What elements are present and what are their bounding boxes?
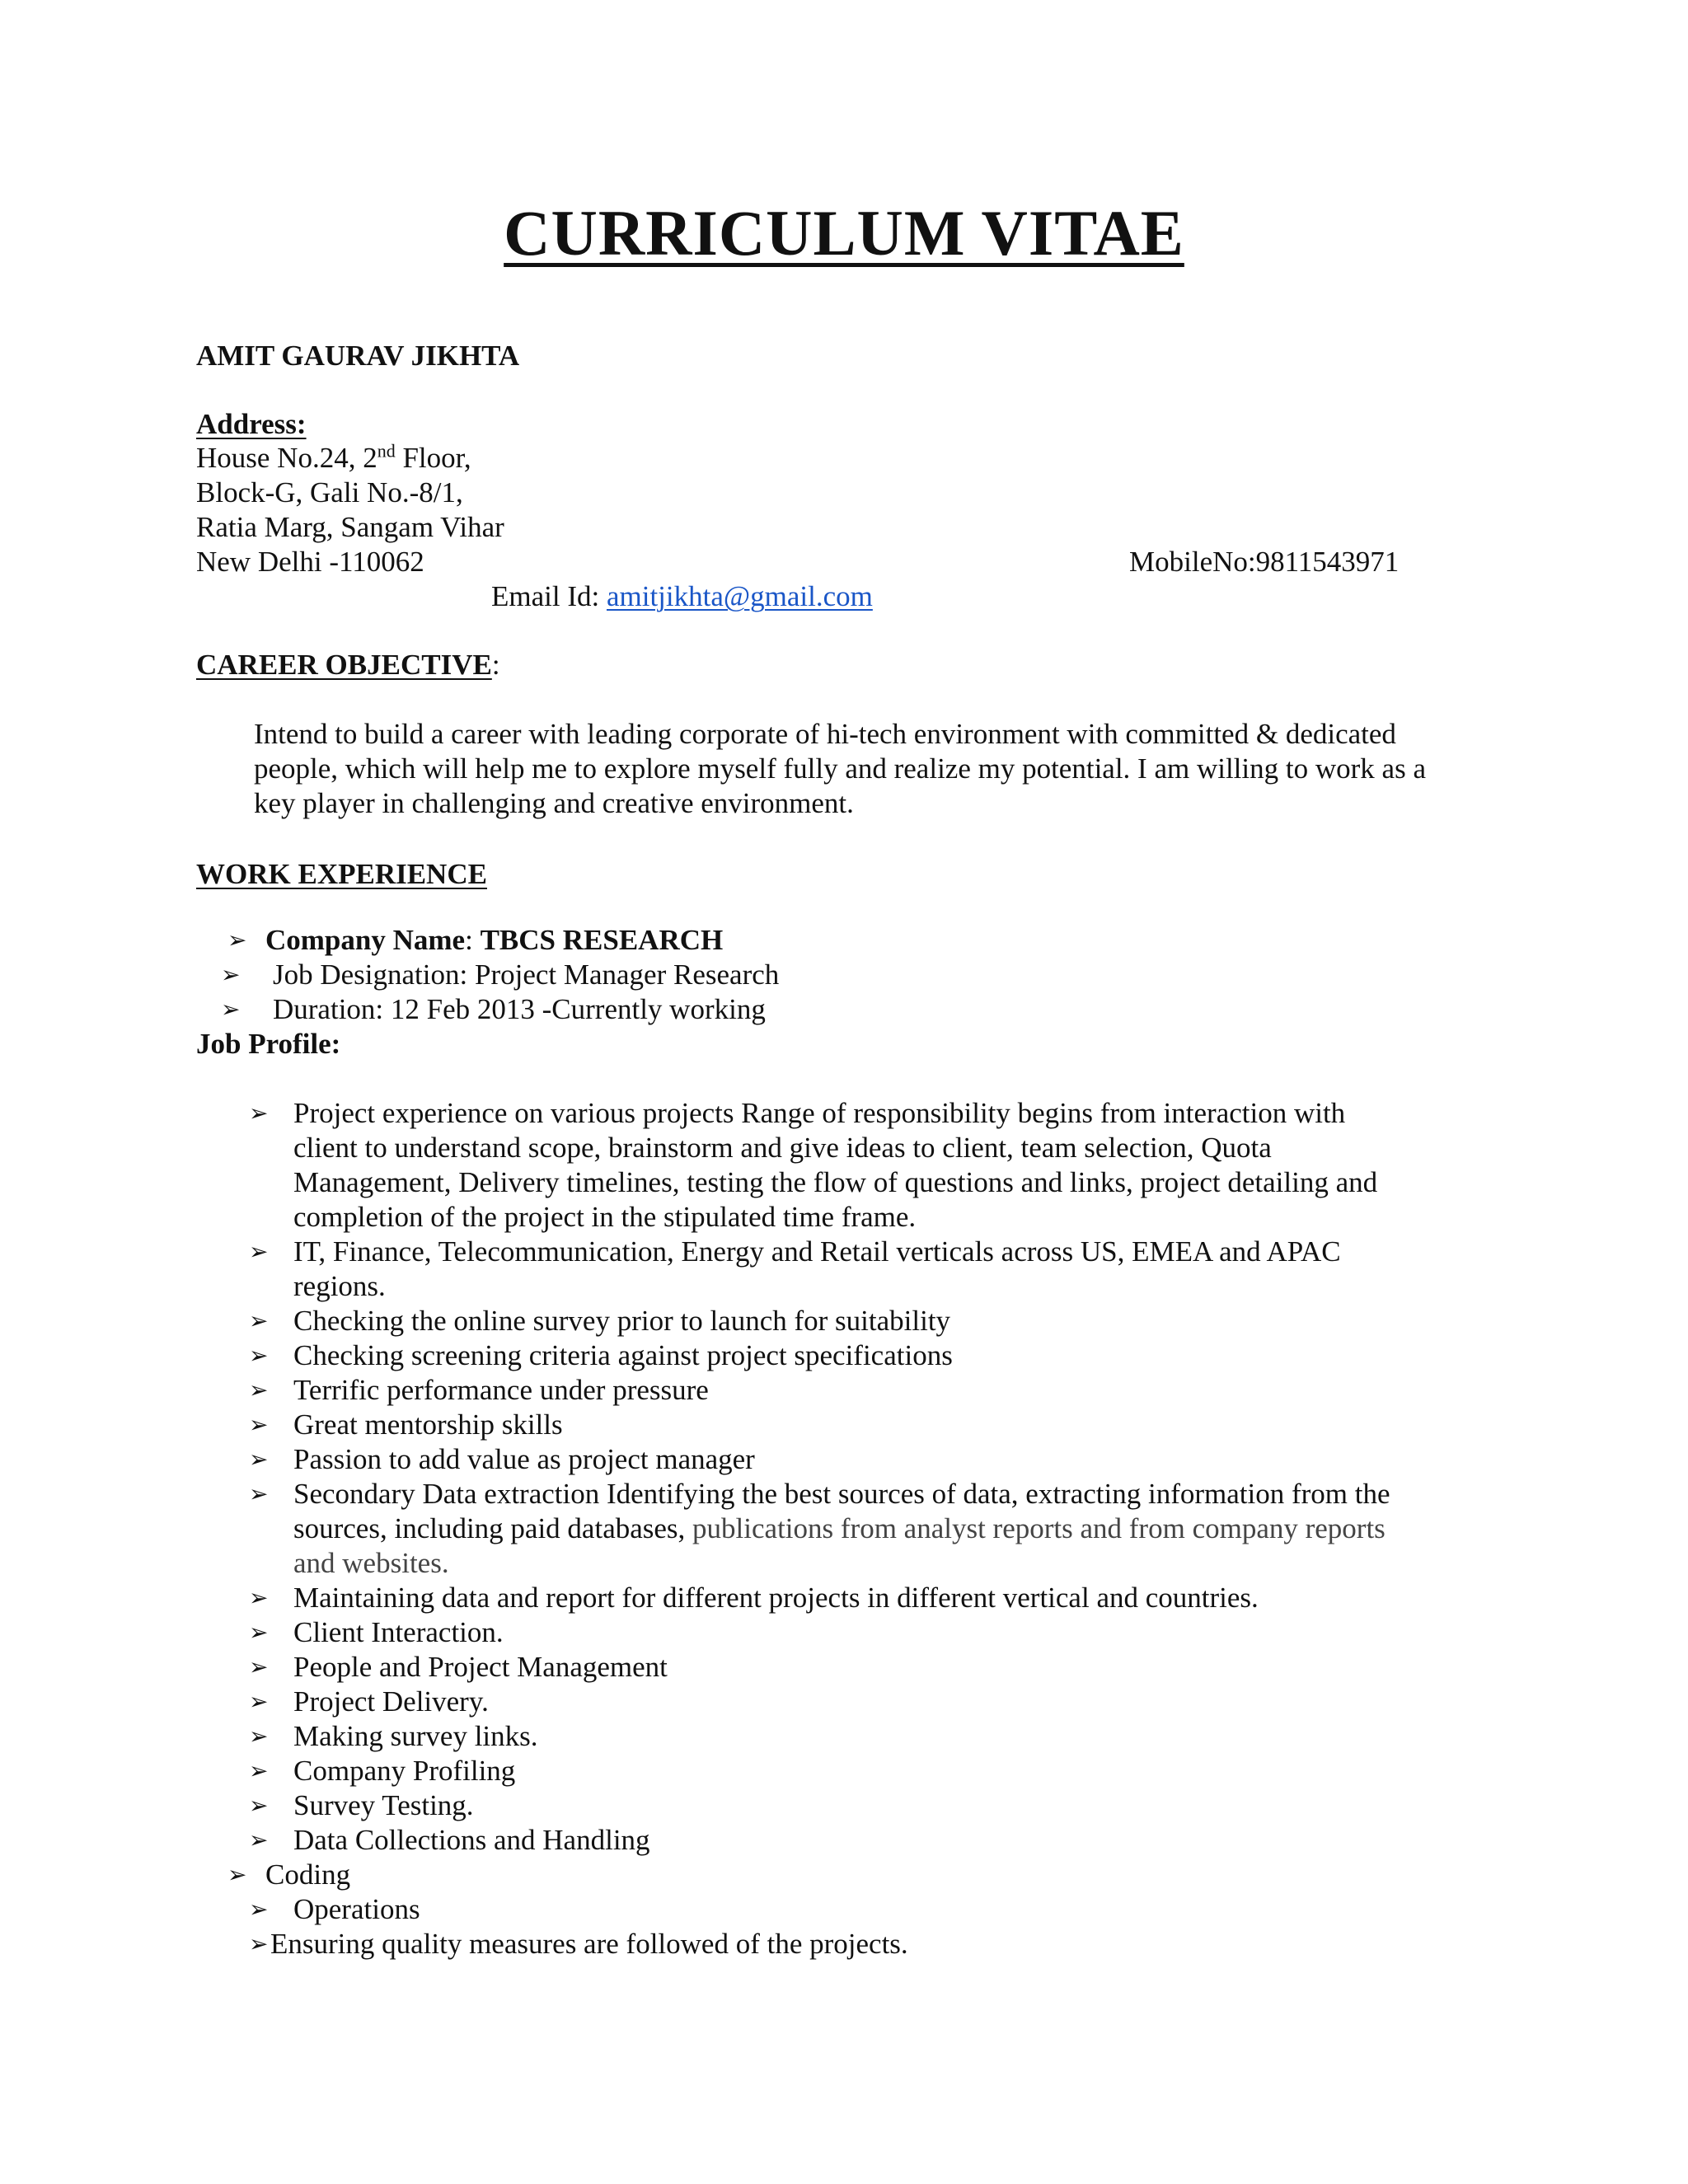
arrow-bullet-icon: ➢ — [249, 1653, 269, 1680]
resume-page: CURRICULUM VITAE AMIT GAURAV JIKHTA Address: House No.24, 2nd Floor, Block-G, Gali No.-8/1, Ratia Marg, Sangam Vihar New Delhi -110062 MobileNo:9811543971 Email Id: amitjikhta@gmail.com CAREER OBJECTIVE: Intend to build a career with leading corporate of hi-tech environment with committed & dedicated people, which will help me to explore myself fully and realize my potential. I am willing to work as a key player in challenging and creative environment. WORK EXPERIENCE ➢ Company Name: TBCS RESEARCH ➢ Job Designation: Project Manager Research ➢ Duration: 12 Feb 2013 -Currently working Job Profile: ➢ Project experience on various projects Range of responsibility begins from interaction with client to understand scope, brainstorm and give ideas to client, team selection, Quota Management, Delivery timelines, testing the flow of questions and links, project detailing and completion of the project in the stipulated time frame. ➢ IT, Finance, Telecommunication, Energy and Retail verticals across US, EMEA and APAC regions. ➢ Checking the online survey prior to launch for suitability ➢ Checking screening criteria against project specifications ➢ Terrific performance under pressure ➢ Great mentorship skills ➢ Passion to add value as project manager ➢ Secondary Data extraction Identifying the best sources of data, extracting information from the sources, including paid databases, publications from analyst reports and from company reports and websites. ➢ Maintaining data and report for different projects in different vertical and countries. ➢ Client Interaction. ➢ People and Project Management ➢ Project Delivery. ➢ Making survey links. ➢ Company Profiling ➢ Survey Testing. ➢ Data Collections and Handling ➢ Coding ➢ Operations ➢ Ensuring quality measures are followed of the projects. — [0, 0, 1688, 2184]
arrow-bullet-icon: ➢ — [249, 1619, 269, 1646]
email-label: Email Id: — [491, 580, 607, 612]
floor-superscript: nd — [377, 440, 396, 462]
address-line-4: New Delhi -110062 — [196, 546, 424, 578]
arrow-bullet-icon: ➢ — [249, 1480, 269, 1507]
arrow-bullet-icon: ➢ — [249, 1376, 269, 1404]
arrow-bullet-icon: ➢ — [221, 961, 241, 988]
address-line-1: House No.24, 2nd Floor, — [196, 440, 471, 474]
arrow-bullet-icon: ➢ — [249, 1826, 269, 1854]
arrow-bullet-icon: ➢ — [249, 1411, 269, 1438]
email-row — [491, 579, 873, 614]
work-experience-heading: WORK EXPERIENCE — [196, 858, 487, 890]
arrow-bullet-icon: ➢ — [227, 926, 247, 954]
arrow-bullet-icon: ➢ — [249, 1688, 269, 1715]
arrow-bullet-icon: ➢ — [249, 1757, 269, 1784]
address-line-2: Block-G, Gali No.-8/1, — [196, 476, 463, 509]
address-line-3: Ratia Marg, Sangam Vihar — [196, 511, 504, 543]
arrow-bullet-icon: ➢ — [249, 1930, 269, 1957]
arrow-bullet-icon: ➢ — [249, 1896, 269, 1923]
address-label: Address: — [196, 408, 307, 440]
arrow-bullet-icon: ➢ — [227, 1861, 247, 1888]
arrow-bullet-icon: ➢ — [249, 1238, 269, 1265]
arrow-bullet-icon: ➢ — [249, 1446, 269, 1473]
page-title: CURRICULUM VITAE — [504, 197, 1184, 269]
arrow-bullet-icon: ➢ — [221, 996, 241, 1023]
arrow-bullet-icon: ➢ — [249, 1342, 269, 1369]
mobile-number: MobileNo:9811543971 — [1129, 546, 1400, 578]
career-objective-heading: CAREER OBJECTIVE: — [196, 649, 500, 681]
arrow-bullet-icon: ➢ — [249, 1099, 269, 1127]
arrow-bullet-icon: ➢ — [249, 1307, 269, 1334]
career-objective-text: Intend to build a career with leading corporate of hi-tech environment with committed & dedicated people, which will help me to explore myself fully and realize my potential. I am willing to work as a key player in challenging and creative environment. — [254, 718, 1426, 819]
job-profile-label: Job Profile: — [196, 1028, 341, 1060]
arrow-bullet-icon: ➢ — [249, 1792, 269, 1819]
email-link[interactable]: amitjikhta@gmail.com — [606, 580, 873, 612]
candidate-name: AMIT GAURAV JIKHTA — [196, 340, 520, 372]
arrow-bullet-icon: ➢ — [249, 1584, 269, 1611]
arrow-bullet-icon: ➢ — [249, 1722, 269, 1750]
